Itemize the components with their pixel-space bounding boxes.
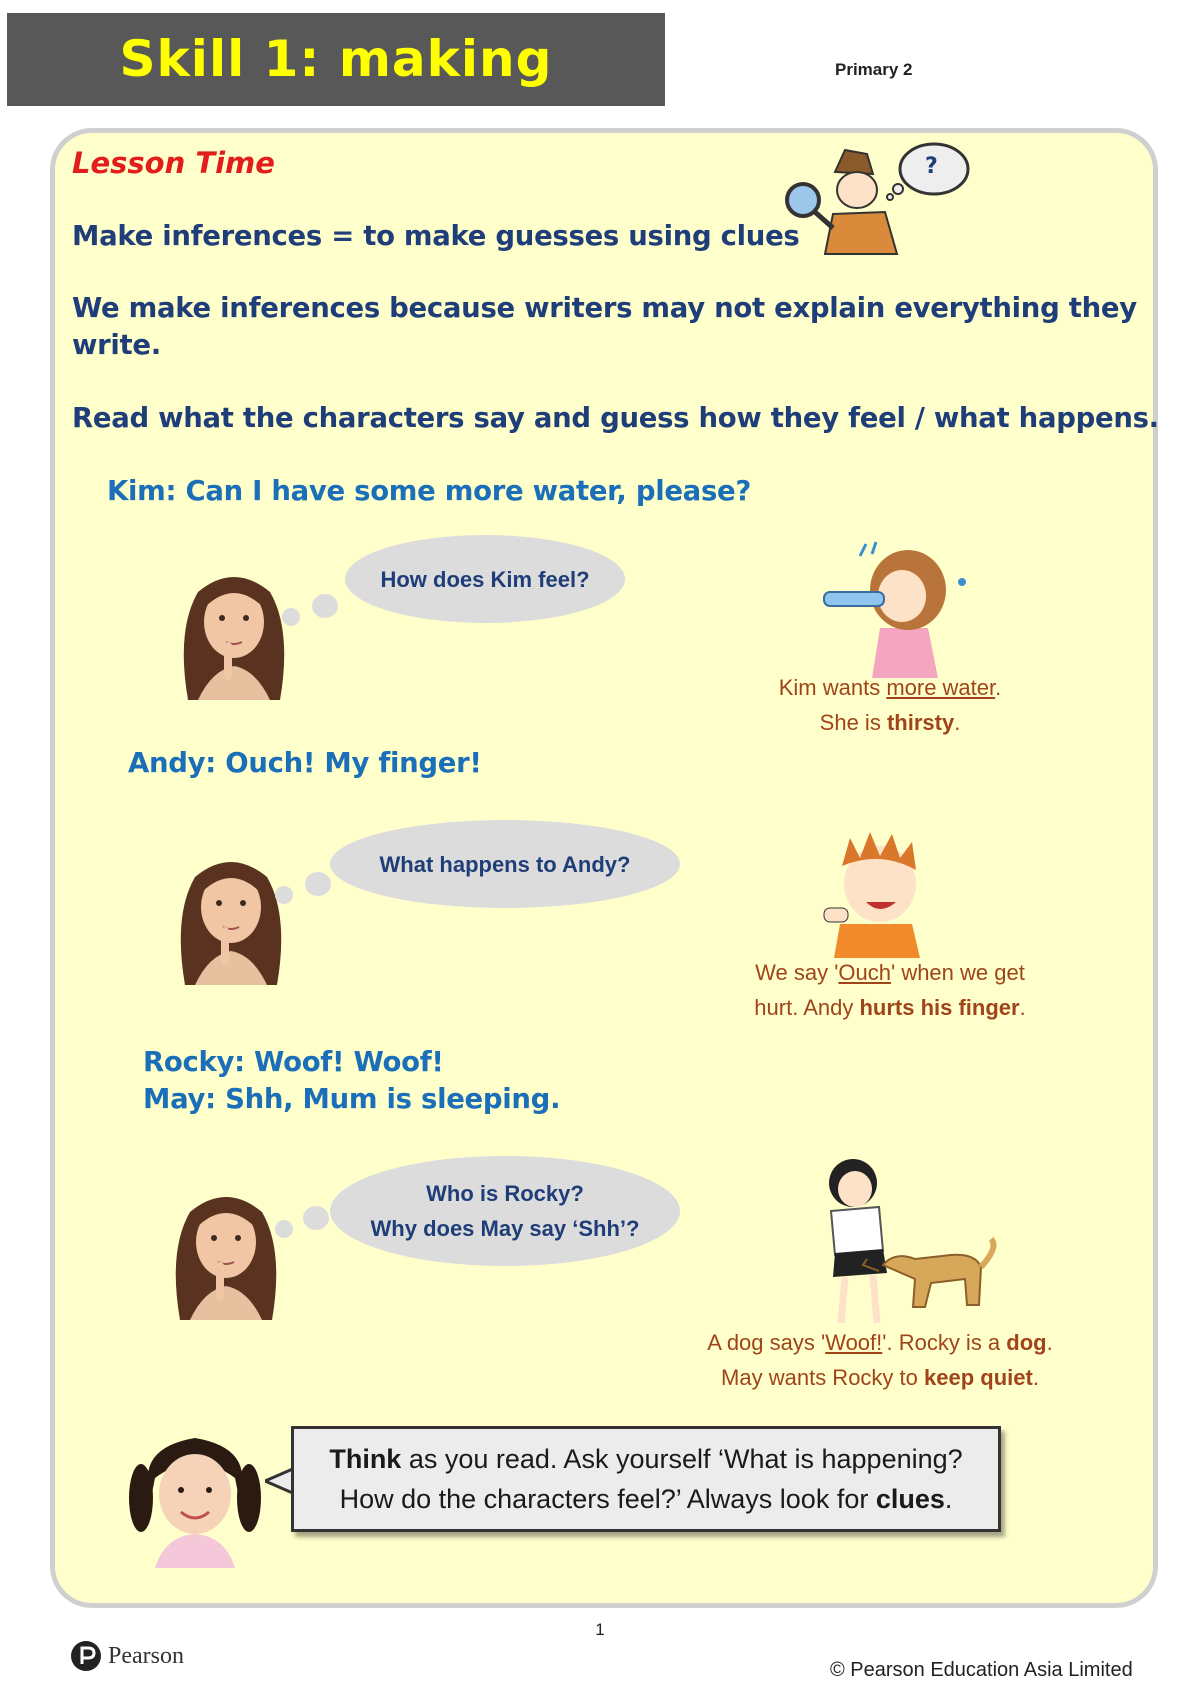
dialogue-rocky: Rocky: Woof! Woof!	[143, 1046, 444, 1078]
answer-text	[640, 1325, 1120, 1395]
question-text: What happens to Andy?	[379, 851, 631, 877]
tip-line: Think as you read. Ask yourself ‘What is happening?	[329, 1444, 963, 1474]
reason-text-line2: write.	[72, 329, 161, 361]
tip-line: How do the characters feel?’ Always look for clues.	[339, 1484, 953, 1514]
thought-dot-large	[312, 594, 338, 618]
publisher-logo	[70, 1640, 184, 1672]
thought-dot-large	[305, 872, 331, 896]
answer-text	[700, 955, 1080, 1025]
answer-line: hurt. Andy hurts his finger.	[754, 995, 1026, 1020]
thinking-girl-image	[165, 855, 297, 985]
reason-text-line1: We make inferences because writers may not explain everything they	[72, 292, 1137, 324]
tip-text	[329, 1439, 962, 1519]
question-line: Who is Rocky?	[426, 1181, 584, 1206]
hurt-andy-image	[820, 828, 930, 958]
detective-illustration	[785, 142, 975, 257]
thought-dot-small	[275, 1220, 293, 1238]
question-bubble	[330, 820, 680, 908]
instruction-text: Read what the characters say and guess how they feel / what happens.	[72, 402, 1159, 434]
dialogue-andy: Andy: Ouch! My finger!	[128, 747, 482, 779]
title-bar	[7, 13, 665, 106]
thinking-girl-image	[168, 570, 300, 700]
page-number: 1	[595, 1620, 605, 1639]
grade-label: Primary 2	[835, 60, 913, 79]
thinking-girl-image	[160, 1190, 292, 1320]
page-title: Skill 1: making	[119, 30, 553, 88]
thought-dot-large	[303, 1206, 329, 1230]
dialogue-kim: Kim: Can I have some more water, please?	[107, 475, 752, 507]
lesson-label: Lesson Time	[72, 146, 275, 180]
question-line: Why does May say ‘Shh’?	[370, 1216, 640, 1241]
pearson-logo-icon	[70, 1640, 102, 1672]
copyright-text: © Pearson Education Asia Limited	[830, 1659, 1133, 1681]
tip-box	[291, 1426, 1001, 1532]
thought-dot-small	[275, 886, 293, 904]
answer-line: A dog says 'Woof!'. Rocky is a dog.	[707, 1330, 1053, 1355]
question-bubble	[330, 1156, 680, 1266]
answer-line: She is thirsty.	[819, 710, 961, 735]
question-text	[371, 1176, 640, 1246]
question-bubble	[345, 535, 625, 623]
dialogue-may: May: Shh, Mum is sleeping.	[143, 1083, 561, 1115]
question-text: How does Kim feel?	[380, 566, 590, 592]
thirsty-kim-image	[820, 540, 970, 678]
definition-text: Make inferences = to make guesses using clues	[72, 220, 800, 252]
answer-line: Kim wants more water.	[778, 675, 1002, 700]
smiling-girl-image	[125, 1428, 265, 1568]
answer-line: We say 'Ouch' when we get	[755, 960, 1025, 985]
may-and-dog-image	[775, 1155, 1015, 1330]
answer-text	[700, 670, 1080, 740]
publisher-name: Pearson	[108, 1642, 184, 1669]
answer-line: May wants Rocky to keep quiet.	[721, 1365, 1039, 1390]
question-mark: ?	[925, 154, 938, 179]
thought-dot-small	[282, 608, 300, 626]
